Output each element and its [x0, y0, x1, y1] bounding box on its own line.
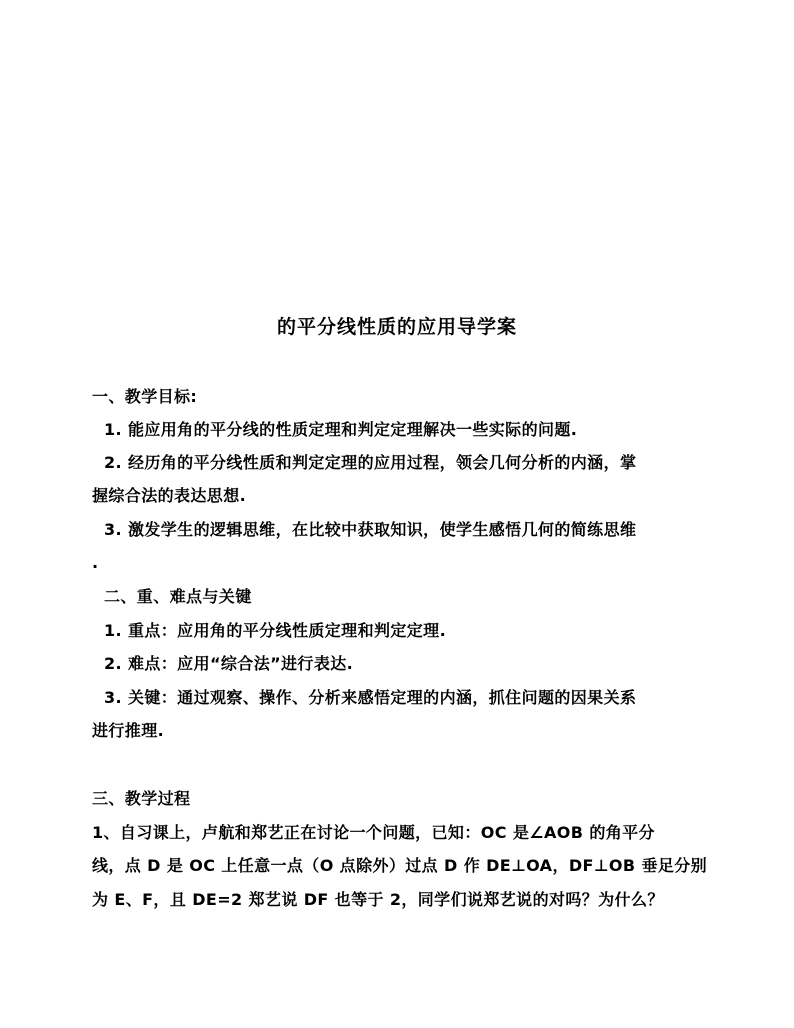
- section3-heading: 三、教学过程: [92, 789, 191, 808]
- document-title: 的平分线性质的应用导学案: [276, 316, 517, 338]
- section2-item1: 1. 重点：应用角的平分线性质定理和判定定理.: [104, 621, 447, 640]
- section3-p1-line3: 为 E、F，且 DE=2 郑艺说 DF 也等于 2，同学们说郑艺说的对吗？为什么？: [92, 890, 664, 909]
- section2-item3-line1: 3. 关键：通过观察、操作、分析来感悟定理的内涵，抓住问题的因果关系: [104, 688, 637, 707]
- section2-heading: 二、重、难点与关键: [104, 587, 252, 606]
- section1-item1: 1. 能应用角的平分线的性质定理和判定定理解决一些实际的问题.: [104, 420, 578, 439]
- section1-heading: 一、教学目标:: [92, 387, 198, 406]
- section3-p1-line1: 1、自习课上，卢航和郑艺正在讨论一个问题，已知：OC 是∠AOB 的角平分: [92, 823, 655, 842]
- section2-item2: 2. 难点：应用“综合法”进行表达.: [104, 654, 354, 673]
- section1-item2-line2: 握综合法的表达思想.: [92, 486, 247, 505]
- section1-item3-line2: .: [92, 553, 99, 572]
- section1-item3-line1: 3. 激发学生的逻辑思维，在比较中获取知识，使学生感悟几何的简练思维: [104, 520, 637, 539]
- section1-item2-line1: 2. 经历角的平分线性质和判定定理的应用过程，领会几何分析的内涵，掌: [104, 453, 637, 472]
- section3-p1-line2: 线，点 D 是 OC 上任意一点（O 点除外）过点 D 作 DE⊥OA，DF⊥OB 垂足分别: [92, 856, 708, 875]
- section2-item3-line2: 进行推理.: [92, 721, 165, 740]
